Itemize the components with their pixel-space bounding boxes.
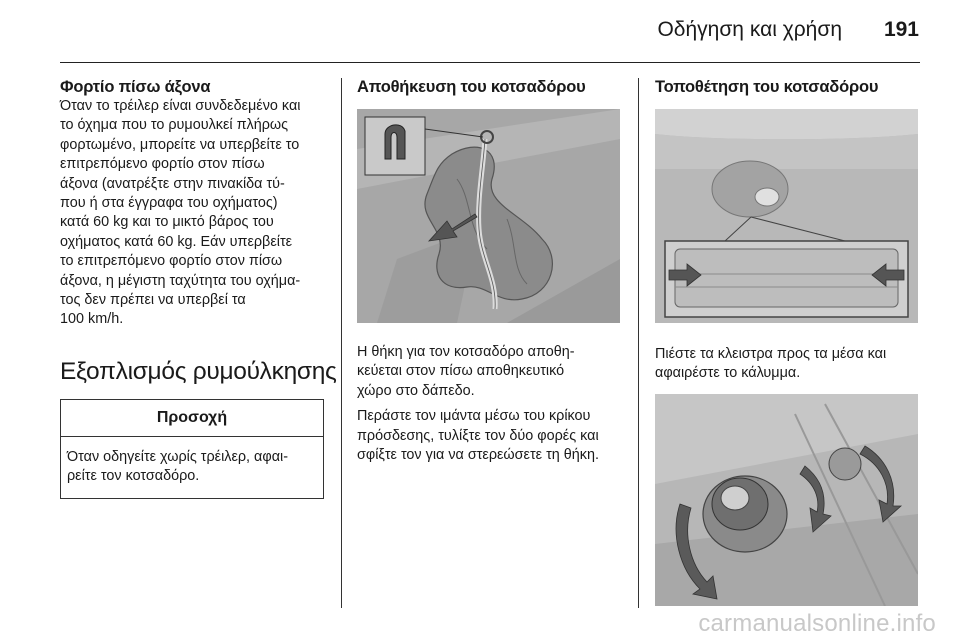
caution-title: Προσοχή [61, 400, 323, 437]
page-number: 191 [883, 18, 919, 41]
bumper-cover-latches-illustration [655, 109, 918, 323]
storage-text-1: Η θήκη για τον κοτσαδόρο αποθη‑ κεύεται στον πίσω αποθηκευτικό χώρο στο δάπεδο. [357, 344, 575, 399]
column-divider-2 [638, 78, 639, 608]
towbar-storage-bag-illustration [357, 109, 620, 323]
caution-box [60, 399, 324, 499]
towbar-fitting-heading: Τοποθέτηση του κοτσαδόρου [655, 78, 879, 96]
watermark: carmanualsonline.info [698, 610, 936, 637]
fitting-text: Πιέστε τα κλειστρα προς τα μέσα και αφαιρέστε το κάλυμμα. [655, 346, 887, 382]
header-divider [60, 62, 920, 63]
rear-axle-load-text: Όταν το τρέιλερ είναι συνδεδεμένο και το όχημα που το ρυμουλκεί πλήρως φορτωμένο, μπορείτε να υπερβείτε το επιτρεπόμενο φορτίο στον πίσω άξονα (ανατρέξτε στην πινακίδα τύ‑ που ή στα έγγραφα του οχήματος) κατά 60 kg και το μικτό βάρος του οχήματος κατά 60 kg. Εάν υπερβείτε το επιτρεπόμενο φορτίο στον πίσω άξονα, η μέγιστη ταχύτητα του οχήμα‑ τος δεν πρέπει να υπερβεί τα 100 km/h. [60, 98, 301, 328]
storage-text-2: Περάστε τον ιμάντα μέσω του κρίκου πρόσδεσης, τυλίξτε τον δύο φορές και σφίξτε τον για να στερεώσετε τη θήκη. [357, 408, 599, 464]
rear-axle-load-heading: Φορτίο πίσω άξονα [60, 78, 211, 96]
running-header-title: Οδήγηση και χρήση [657, 18, 842, 41]
column-3 [655, 78, 921, 606]
column-divider-1 [341, 78, 342, 608]
column-2 [357, 78, 623, 465]
towing-equipment-heading: Εξοπλισμός ρυμούλκησης [60, 357, 337, 385]
towbar-socket-illustration [655, 394, 918, 606]
caution-text: Όταν οδηγείτε χωρίς τρέιλερ, αφαι‑ ρείτε τον κοτσαδόρο. [67, 448, 289, 485]
column-1 [60, 78, 337, 499]
towbar-storage-heading: Αποθήκευση του κοτσαδόρου [357, 78, 586, 96]
